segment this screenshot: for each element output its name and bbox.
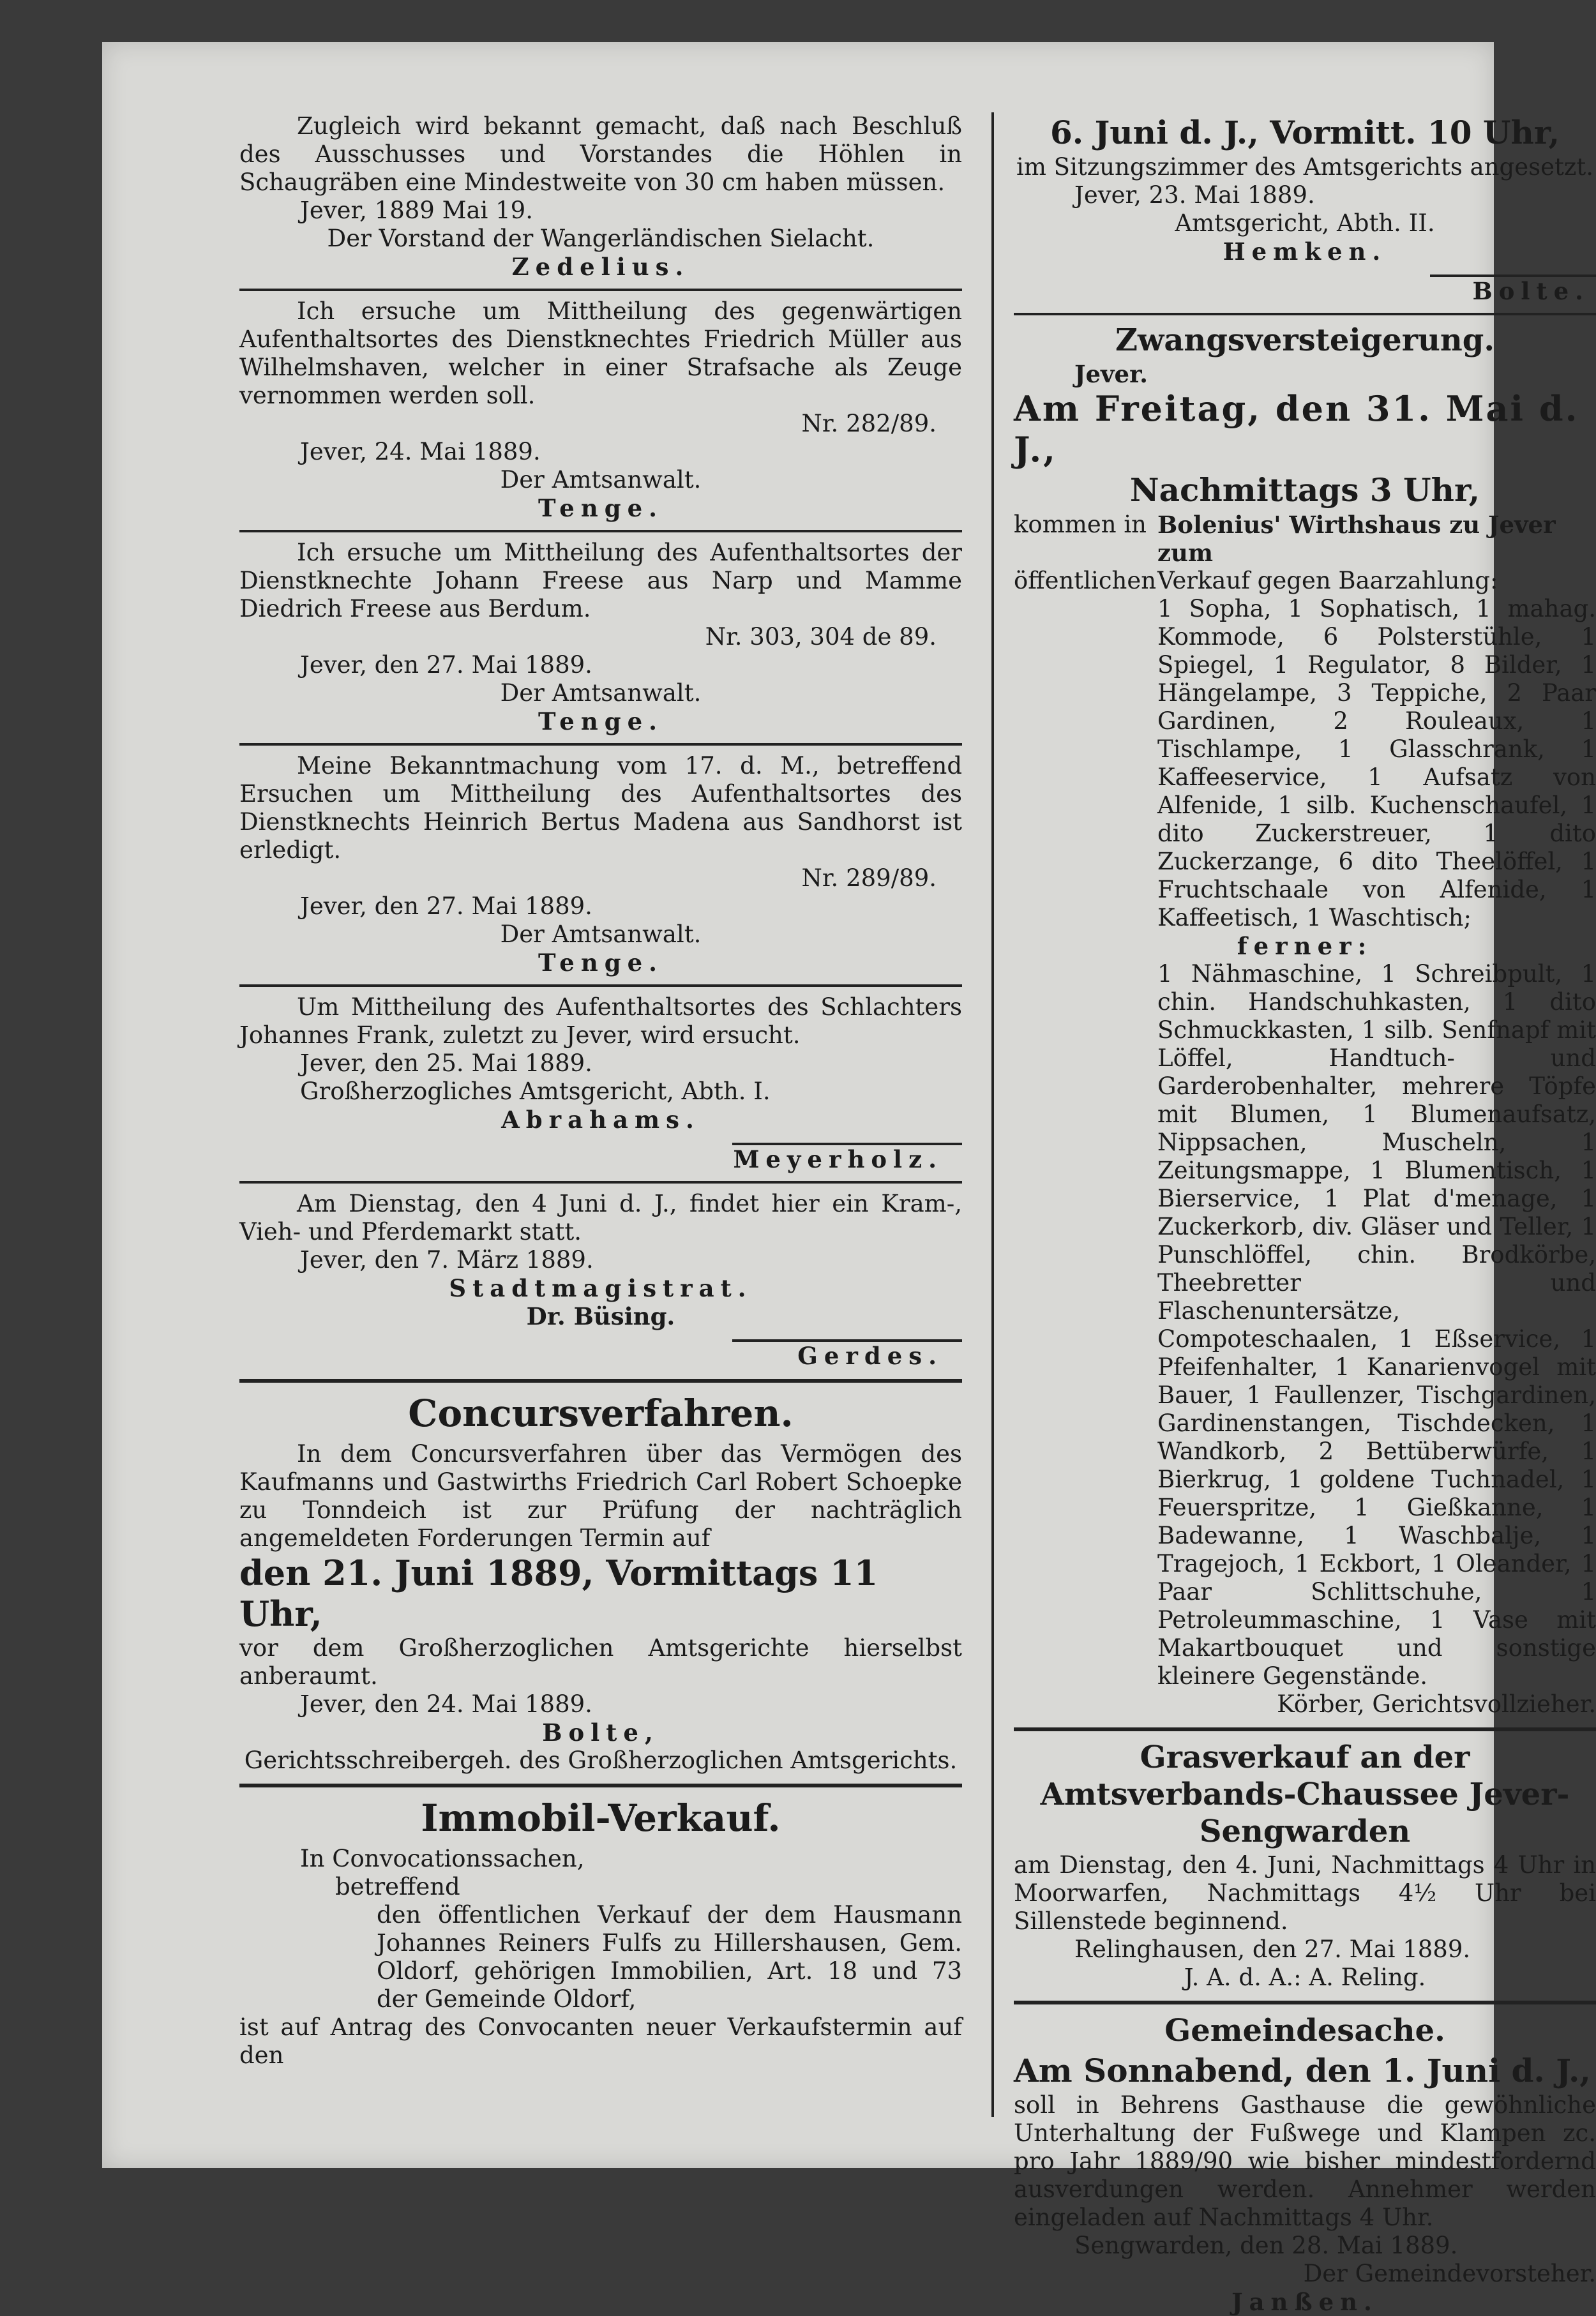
notice-market-name: Dr. Büsing.	[526, 1302, 675, 1330]
gemeindesache-text: soll in Behrens Gasthause die gewöhnliche Unterhaltung der Fußwege und Klampen zc. pro Jahr 1889/90 wie bisher mindestfordernd ausverdungen werden. Annehmer werden eingeladen auf Nachmittags 4 Uhr.	[1014, 2091, 1596, 2231]
divider-rule	[239, 1181, 962, 1184]
notice-market-org: Stadtmagistrat.	[449, 1274, 753, 1302]
zwangsversteigerung-ferner: ferner:	[1237, 932, 1373, 960]
gemeindesache-place: Sengwarden, den 28. Mai 1889.	[1074, 2232, 1458, 2259]
notice-frank-subname: Meyerholz.	[733, 1145, 943, 1173]
divider-rule	[239, 289, 962, 291]
right-column	[1014, 112, 1596, 2316]
zwangsversteigerung-items-2: 1 Nähmaschine, 1 Schreibpult, 1 chin. Handschuhkasten, 1 dito Schmuckkasten, 1 silb. Senfnapf mit Löffel, Handtuch- und Garderobenhalter, mehrere Töpfe mit Blumen, 1 Blumenaufsatz, Nippsachen, Muscheln, 1 Zeitungsmappe, 1 Blumentisch, 1 Bierservice, 1 Plat d'menage, 1 Zuckerkorb, div. Gläser und Teller, 1 Punschlöffel, chin. Brodkörbe, Theebretter und Flaschenuntersätze, Compoteschaalen, 1 Eßservice, 1 Pfeifenhalter, 1 Kanarienvogel mit Bauer, 1 Faullenzer, Tischgardinen, Gardinenstangen, Tischdecken, 1 Wandkorb, 2 Bettüberwürfe, 1 Bierkrug, 1 goldene Tuchnadel, 1 Feuerspritze, 1 Gießkanne, 1 Badewanne, 1 Waschbalje, 1 Tragejoch, 1 Eckbort, 1 Oleander, 1 Paar Schlittschuhe, 1 Petroleummaschine, 1 Vase mit Makartbouquet und sonstige kleinere Gegenstände.	[1157, 960, 1596, 1690]
gemeindesache-date: Am Sonnabend, den 1. Juni d. J.,	[1014, 2052, 1591, 2089]
divider-rule	[239, 984, 962, 987]
notice-madena-place: Jever, den 27. Mai 1889.	[300, 892, 592, 920]
notice-frank-text: Um Mittheilung des Aufenthaltsortes des Schlachters Johannes Frank, zuletzt zu Jever, wird ersucht.	[239, 993, 962, 1049]
notice-sielacht-text: Zugleich wird bekannt gemacht, daß nach Beschluß des Ausschusses und Vorstandes die Höhlen in Schaugräben eine Mindestweite von 30 cm haben müssen.	[239, 112, 962, 196]
grasverkauf-text: am Dienstag, den 4. Juni, Nachmittags 4 Uhr in Moorwarfen, Nachmittags 4½ Uhr bei Sillenstede beginnend.	[1014, 1851, 1596, 1935]
grasverkauf-place: Relinghausen, den 27. Mai 1889.	[1074, 1936, 1471, 1963]
notice-mueller-place: Jever, 24. Mai 1889.	[300, 438, 541, 465]
divider-rule	[239, 1379, 962, 1383]
left-column	[239, 112, 962, 2070]
row-label: öffentlichen	[1014, 567, 1157, 594]
notice-freese-name: Tenge.	[538, 707, 664, 735]
concurs-org: Gerichtsschreibergeh. des Großherzoglichen Amtsgerichts.	[244, 1747, 958, 1774]
immobil-line-4: ist auf Antrag des Convocanten neuer Verkaufstermin auf den	[239, 2013, 962, 2069]
notice-madena-nr: Nr. 289/89.	[801, 864, 937, 892]
row-text: Verkauf gegen Baarzahlung:	[1157, 567, 1498, 594]
notice-sielacht-org: Der Vorstand der Wangerländischen Sielacht.	[327, 225, 875, 252]
gemeindesache-heading: Gemeindesache.	[1164, 2013, 1445, 2049]
notice-sielacht-place: Jever, 1889 Mai 19.	[300, 197, 533, 224]
notice-top-org: Amtsgericht, Abth. II.	[1175, 209, 1435, 237]
notice-top-name: Hemken.	[1223, 237, 1387, 266]
concurs-text-2: vor dem Großherzoglichen Amtsgerichte hierselbst anberaumt.	[239, 1634, 962, 1690]
divider-rule	[239, 743, 962, 746]
zwangsversteigerung-name: Körber, Gerichtsvollzieher.	[1277, 1690, 1596, 1718]
divider-rule	[239, 530, 962, 532]
notice-freese-place: Jever, den 27. Mai 1889.	[300, 651, 592, 679]
notice-market-place: Jever, den 7. März 1889.	[300, 1246, 594, 1274]
notice-freese-org: Der Amtsanwalt.	[500, 679, 702, 707]
grasverkauf-name: J. A. d. A.: A. Reling.	[1184, 1964, 1426, 1991]
row-text: Bolenius' Wirthshaus zu Jever zum	[1157, 511, 1556, 567]
notice-mueller-name: Tenge.	[538, 494, 664, 522]
immobil-heading: Immobil-Verkauf.	[421, 1796, 781, 1840]
gemeindesache-org: Der Gemeindevorsteher.	[1303, 2260, 1596, 2287]
zwangsversteigerung-row-1	[1014, 511, 1596, 567]
notice-madena-text: Meine Bekanntmachung vom 17. d. M., betreffend Ersuchen um Mittheilung des Aufenthaltsortes des Dienstknechts Heinrich Bertus Madena aus Sandhorst ist erledigt.	[239, 752, 962, 864]
zwangsversteigerung-location: Jever.	[1074, 360, 1148, 388]
divider-rule	[1014, 313, 1596, 315]
divider-rule	[1014, 1727, 1596, 1731]
notice-mueller-text: Ich ersuche um Mittheilung des gegenwärtigen Aufenthaltsortes des Dienstknechtes Friedrich Müller aus Wilhelmshaven, welcher in einer Strafsache als Zeuge vernommen werden soll.	[239, 297, 962, 409]
zwangsversteigerung-time: Nachmittags 3 Uhr,	[1129, 471, 1480, 509]
concurs-name: Bolte,	[542, 1718, 659, 1747]
notice-mueller-org: Der Amtsanwalt.	[500, 466, 702, 493]
notice-mueller-nr: Nr. 282/89.	[801, 410, 937, 437]
zwangsversteigerung-date: Am Freitag, den 31. Mai d. J.,	[1014, 388, 1579, 470]
notice-frank-name: Abrahams.	[501, 1106, 700, 1134]
immobil-line-3: den öffentlichen Verkauf der dem Hausmann Johannes Reiners Fulfs zu Hillershausen, Gem. Oldorf, gehörigen Immobilien, Art. 18 und 73 der Gemeinde Oldorf,	[377, 1901, 962, 2013]
zwangsversteigerung-items: 1 Sopha, 1 Sophatisch, 1 mahag. Kommode, 6 Polsterstühle, 1 Spiegel, 1 Regulator, 8 Bilder, 1 Hängelampe, 3 Teppiche, 2 Paar Gardinen, 2 Rouleaux, 1 Tischlampe, 1 Glasschrank, 1 Kaffeeservice, 1 Aufsatz von Alfenide, 1 silb. Kuchenschaufel, 1 dito Zuckerstreuer, 1 dito Zuckerzange, 6 dito Theelöffel, 1 Fruchtschaale von Alfenide, 1 Kaffeetisch, 1 Waschtisch;	[1157, 595, 1596, 931]
column-divider	[991, 112, 994, 2117]
notice-freese-nr: Nr. 303, 304 de 89.	[705, 623, 937, 650]
concurs-place: Jever, den 24. Mai 1889.	[300, 1690, 592, 1718]
divider-rule	[1014, 2001, 1596, 2004]
notice-market-subname: Gerdes.	[797, 1342, 943, 1370]
grasverkauf-heading: Grasverkauf an der Amtsverbands-Chaussee Jever-Sengwarden	[1040, 1740, 1570, 1849]
notice-frank-place: Jever, den 25. Mai 1889.	[300, 1049, 592, 1077]
divider-rule	[239, 1784, 962, 1787]
immobil-line-2: betreffend	[335, 1873, 460, 1900]
immobil-line-1: In Convocationssachen,	[300, 1845, 585, 1872]
row-label: kommen in	[1014, 511, 1147, 538]
zwangsversteigerung-heading: Zwangsversteigerung.	[1115, 322, 1495, 358]
notice-market-text: Am Dienstag, den 4 Juni d. J., findet hier ein Kram-, Vieh- und Pferdemarkt statt.	[239, 1190, 962, 1245]
notice-frank-org: Großherzogliches Amtsgericht, Abth. I.	[300, 1078, 771, 1105]
newspaper-page	[102, 42, 1596, 2316]
concurs-text: In dem Concursverfahren über das Vermögen des Kaufmanns und Gastwirths Friedrich Carl Robert Schoepke zu Tonndeich ist zur Prüfung der nachträglich angemeldeten Forderungen Termin auf	[239, 1440, 962, 1552]
concurs-heading: Concursverfahren.	[408, 1392, 794, 1435]
notice-top-subname: Bolte.	[1472, 277, 1590, 305]
notice-top-place: Jever, 23. Mai 1889.	[1074, 181, 1315, 209]
concurs-date: den 21. Juni 1889, Vormittags 11 Uhr,	[239, 1553, 878, 1634]
notice-top-date: 6. Juni d. J., Vormitt. 10 Uhr,	[1050, 114, 1560, 151]
notice-madena-name: Tenge.	[538, 949, 664, 977]
notice-madena-org: Der Amtsanwalt.	[500, 921, 702, 948]
notice-top-line: im Sitzungszimmer des Amtsgerichts angesetzt.	[1016, 153, 1593, 181]
gemeindesache-name: Janßen.	[1231, 2288, 1378, 2316]
zwangsversteigerung-row-2	[1014, 567, 1596, 595]
notice-sielacht-name: Zedelius.	[511, 253, 690, 281]
notice-freese-text: Ich ersuche um Mittheilung des Aufenthaltsortes der Dienstknechte Johann Freese aus Narp und Mamme Diedrich Freese aus Berdum.	[239, 539, 962, 622]
